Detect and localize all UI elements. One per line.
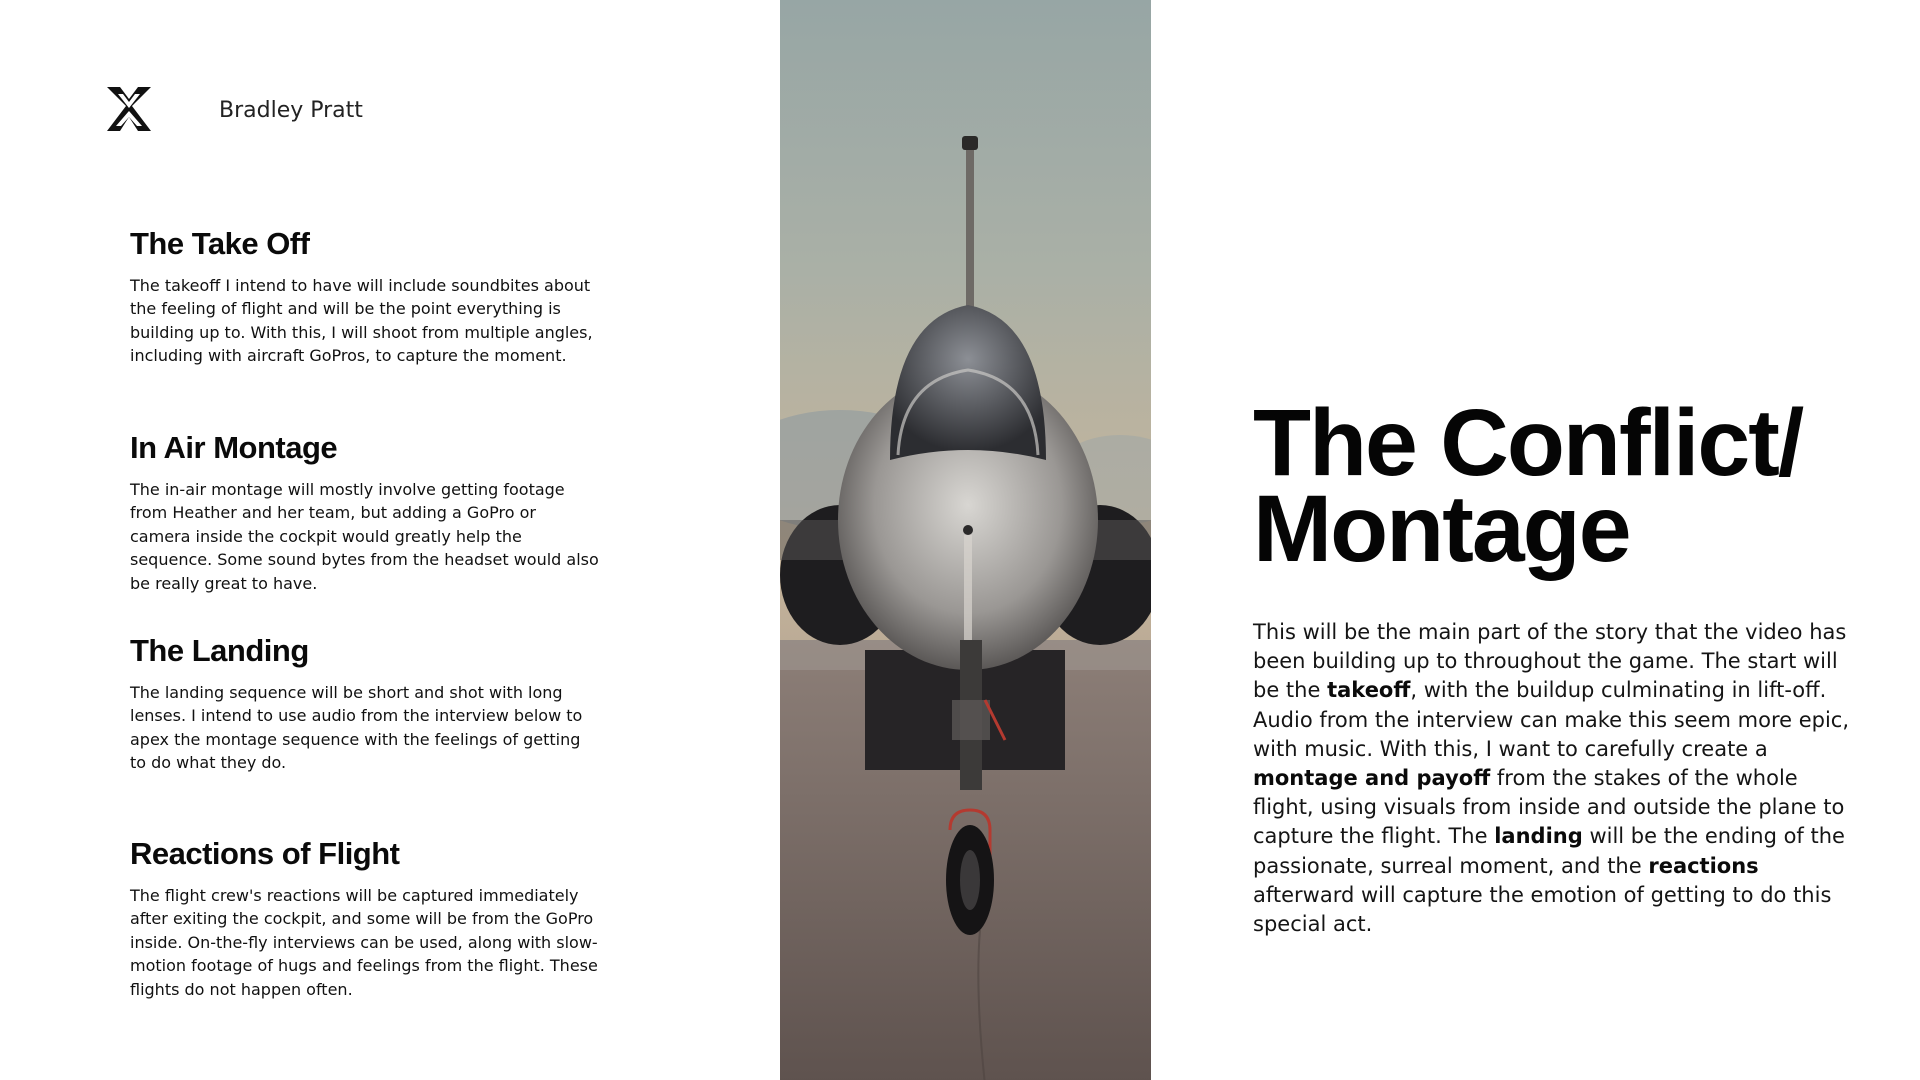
- body-segment: from the stakes of the whole flight, using visuals from inside and outside the plane to capture the flight. The: [1253, 766, 1845, 849]
- main-title-line-1: The Conflict/: [1253, 390, 1803, 496]
- section-in-air-montage: [130, 430, 600, 595]
- section-title: In Air Montage: [130, 430, 338, 465]
- body-segment: afterward will capture the emotion of getting to do this special act.: [1253, 882, 1832, 937]
- body-segment: , with the buildup culminating in lift-off. Audio from the interview can make this seem more epic, with music. With this, I want to carefully create a: [1253, 678, 1850, 761]
- body-bold-montage-and-payoff: montage and payoff: [1253, 766, 1491, 791]
- right-column: [1253, 390, 1873, 939]
- section-body: The flight crew's reactions will be captured immediately after exiting the cockpit, and some will be from the GoPro inside. On-the-fly interviews can be used, along with slow-motion footage of hugs and feelings from the flight. These flights do not happen often.: [130, 885, 598, 999]
- body-segment: will be the ending of the passionate, surreal moment, and the: [1253, 824, 1845, 878]
- section-reactions-of-flight: [130, 836, 600, 1001]
- section-take-off: [130, 226, 600, 368]
- body-bold-reactions: reactions: [1648, 853, 1759, 878]
- main-title: [1253, 390, 1873, 582]
- section-body: The in-air montage will mostly involve getting footage from Heather and her team, but adding a GoPro or camera inside the cockpit would greatly help the sequence. Some sound bytes from the headset would also be really great to have.: [130, 479, 599, 593]
- jet-photo: [780, 0, 1151, 1080]
- main-body: [1253, 618, 1853, 939]
- author-name: Bradley Pratt: [219, 98, 363, 123]
- section-landing: [130, 633, 600, 775]
- section-body: The takeoff I intend to have will include soundbites about the feeling of flight and will be the point everything is building up to. With this, I will shoot from multiple angles, including with aircraft GoPros, to capture the moment.: [130, 275, 593, 366]
- main-title-line-2: Montage: [1253, 476, 1630, 582]
- section-body: The landing sequence will be short and shot with long lenses. I intend to use audio from the interview below to apex the montage sequence with the feelings of getting to do what they do.: [130, 682, 583, 773]
- section-title: The Landing: [130, 633, 309, 668]
- section-title: Reactions of Flight: [130, 836, 400, 871]
- body-segment: This will be the main part of the story that the video has been building up to throughout the game. The start will be the: [1253, 620, 1847, 703]
- body-bold-takeoff: takeoff: [1327, 678, 1411, 703]
- section-title: The Take Off: [130, 226, 310, 261]
- x-logo-icon: [104, 84, 154, 134]
- body-bold-landing: landing: [1494, 824, 1583, 849]
